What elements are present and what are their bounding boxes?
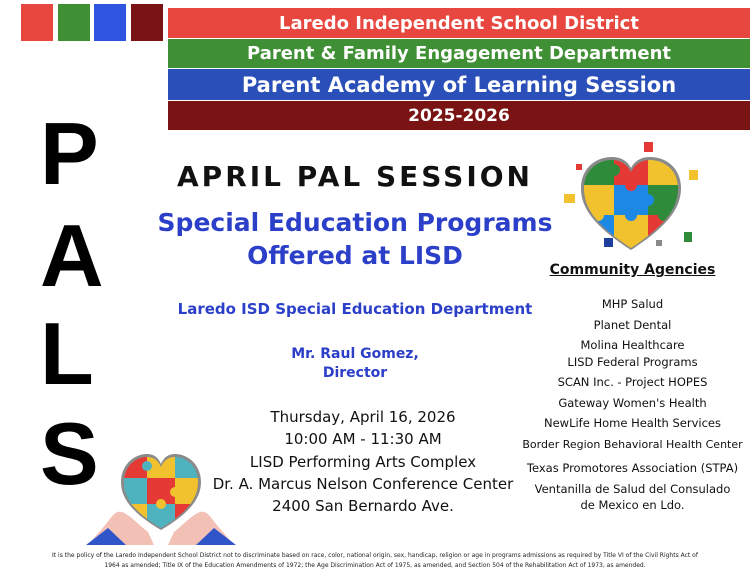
header-district: Laredo Independent School District <box>279 12 639 34</box>
color-square-blue <box>94 4 126 41</box>
agency-item: Planet Dental <box>593 318 672 332</box>
event-date: Thursday, April 16, 2026 <box>270 408 456 426</box>
header-academy-band <box>168 69 750 100</box>
presenter-org: Laredo ISD Special Education Department <box>177 300 533 318</box>
header-academy: Parent Academy of Learning Session <box>241 72 677 97</box>
pals-letter-s: S <box>40 404 99 503</box>
agency-item: SCAN Inc. - Project HOPES <box>557 375 708 389</box>
agency-item: NewLife Home Health Services <box>544 416 721 430</box>
event-title: APRIL PAL SESSION <box>177 160 533 193</box>
color-square-green <box>58 4 90 41</box>
agency-item: Border Region Behavioral Health Center <box>522 438 743 451</box>
event-time: 10:00 AM - 11:30 AM <box>284 430 442 448</box>
agency-item: Molina Healthcare <box>580 338 685 352</box>
agencies-heading: Community Agencies <box>549 262 716 278</box>
header-year: 2025-2026 <box>408 105 510 126</box>
agency-item: Gateway Women's Health <box>558 396 707 410</box>
presenter-name: Mr. Raul Gomez, <box>291 346 419 362</box>
agency-item: MHP Salud <box>601 297 664 311</box>
pals-letter-a: A <box>40 206 104 305</box>
event-room: Dr. A. Marcus Nelson Conference Center <box>212 475 514 493</box>
color-square-red <box>21 4 53 41</box>
pals-letter-l: L <box>40 304 94 403</box>
header-district-band <box>168 8 750 38</box>
pals-letter-p: P <box>40 104 99 203</box>
hands-puzzle-heart-icon <box>86 442 236 547</box>
header-department: Parent & Family Engagement Department <box>246 43 671 64</box>
agency-item: Ventanilla de Salud del Consulado <box>534 482 731 496</box>
puzzle-heart-icon <box>556 140 706 255</box>
header-year-band <box>168 101 750 130</box>
agency-item: LISD Federal Programs <box>567 355 698 369</box>
color-square-maroon <box>131 4 163 41</box>
event-address: 2400 San Bernardo Ave. <box>272 497 454 515</box>
header-department-band <box>168 39 750 68</box>
event-venue: LISD Performing Arts Complex <box>249 453 477 471</box>
topic-line-1: Special Education Programs <box>157 208 553 237</box>
presenter-title: Director <box>322 365 388 381</box>
footer-policy-line-2: 1964 as amended; Title IX of the Education Amendments of 1972; the Age Discrimination Act of 1975, as amended, and Section 504 of the Rehabilitation Act of 1973, as amended. <box>104 562 646 569</box>
agency-item: de Mexico en Ldo. <box>580 498 685 512</box>
agency-item: Texas Promotores Association (STPA) <box>526 461 739 475</box>
topic-line-2: Offered at LISD <box>247 241 463 270</box>
footer-policy-line-1: It is the policy of the Laredo Independent School District not to discriminate based on race, color, national origin, sex, handicap, religion or age in programs admissions as required by Title VI of the Civil Rights Act of <box>52 552 698 559</box>
